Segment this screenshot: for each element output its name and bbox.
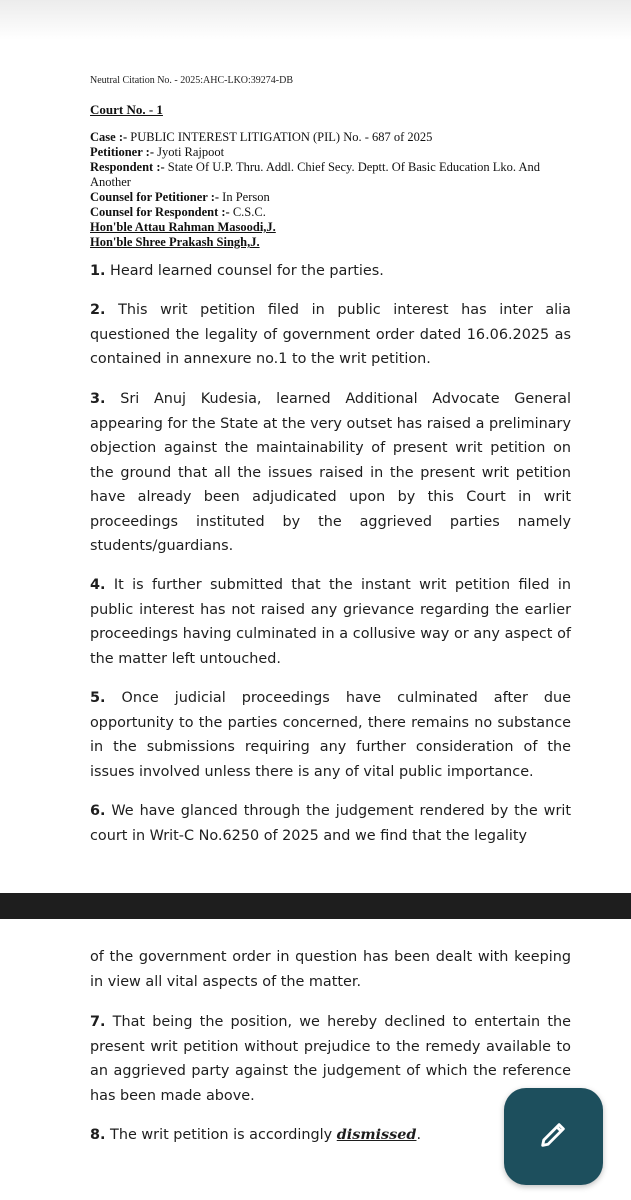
respondent-value: State Of U.P. Thru. Addl. Chief Secy. Deptt. Of Basic Education Lko. And Another [90, 160, 540, 189]
para-number: 1. [90, 263, 106, 279]
para-2 [90, 298, 571, 372]
counsel-petitioner-value: In Person [219, 190, 270, 204]
counsel-petitioner-line [90, 190, 570, 205]
para-number: 5. [90, 690, 106, 706]
para-3 [90, 387, 571, 559]
neutral-citation: Neutral Citation No. - 2025:AHC-LKO:39274-DB [90, 75, 294, 86]
top-shade [0, 0, 631, 40]
pencil-edit-icon [537, 1117, 571, 1156]
para-8 [90, 1123, 490, 1148]
case-line [90, 130, 570, 145]
case-label: Case :- [90, 130, 128, 144]
para-text: Once judicial proceedings have culminated after due opportunity to the parties concerned, there remains no substance in the submissions requiring any further consideration of the issues involved unless there is any of vital public importance. [90, 690, 571, 780]
para-number: 4. [90, 577, 106, 593]
counsel-respondent-value: C.S.C. [229, 205, 266, 219]
para-number: 7. [90, 1014, 106, 1030]
counsel-respondent-line [90, 205, 570, 220]
counsel-petitioner-label: Counsel for Petitioner :- [90, 190, 220, 204]
para-text: We have glanced through the judgement rendered by the writ court in Writ-C No.6250 of 2025 and we find that the legality [90, 803, 571, 844]
case-value: PUBLIC INTEREST LITIGATION (PIL) No. - 687 of 2025 [127, 130, 433, 144]
para-text: Sri Anuj Kudesia, learned Additional Advocate General appearing for the State at the very outset has raised a preliminary objection against the maintainability of present writ petition on the ground that all the issues raised in the present writ petition have already been adjudicated upon by this Court in writ proceedings instituted by the aggrieved parties namely students/guardians. [90, 391, 571, 554]
para-4 [90, 573, 571, 671]
para-5 [90, 686, 571, 784]
para-number: 2. [90, 302, 106, 318]
respondent-label: Respondent :- [90, 160, 165, 174]
judge-1: Hon'ble Attau Rahman Masoodi,J. [90, 220, 276, 234]
para-tail: . [416, 1127, 422, 1143]
page-break-band [0, 893, 631, 919]
para-7 [90, 1010, 571, 1108]
judge-2: Hon'ble Shree Prakash Singh,J. [90, 235, 260, 249]
edit-button[interactable] [504, 1088, 603, 1185]
case-header [90, 130, 570, 250]
respondent-line [90, 160, 570, 190]
para-number: 6. [90, 803, 106, 819]
court-number: Court No. - 1 [90, 102, 163, 117]
para-number: 8. [90, 1127, 106, 1143]
petitioner-value: Jyoti Rajpoot [153, 145, 225, 159]
counsel-respondent-label: Counsel for Respondent :- [90, 205, 230, 219]
para-6-continued [90, 945, 571, 994]
para-text: The writ petition is accordingly [105, 1127, 337, 1143]
para-text: of the government order in question has been dealt with keeping in view all vital aspects of the matter. [90, 949, 571, 990]
petitioner-label: Petitioner :- [90, 145, 154, 159]
para-6 [90, 799, 571, 848]
para-text: It is further submitted that the instant writ petition filed in public interest has not raised any grievance regarding the earlier proceedings having culminated in a collusive way or any aspect of the matter left untouched. [90, 577, 571, 667]
para-text: Heard learned counsel for the parties. [105, 263, 384, 279]
para-text: That being the position, we hereby declined to entertain the present writ petition without prejudice to the remedy available to an aggrieved party against the judgement of which the reference has been made above. [90, 1014, 571, 1104]
para-1 [90, 259, 571, 284]
para-text: This writ petition filed in public interest has inter alia questioned the legality of government order dated 16.06.2025 as contained in annexure no.1 to the writ petition. [90, 302, 571, 367]
dismissed-word: dismissed [336, 1126, 417, 1143]
petitioner-line [90, 145, 570, 160]
para-number: 3. [90, 391, 106, 407]
